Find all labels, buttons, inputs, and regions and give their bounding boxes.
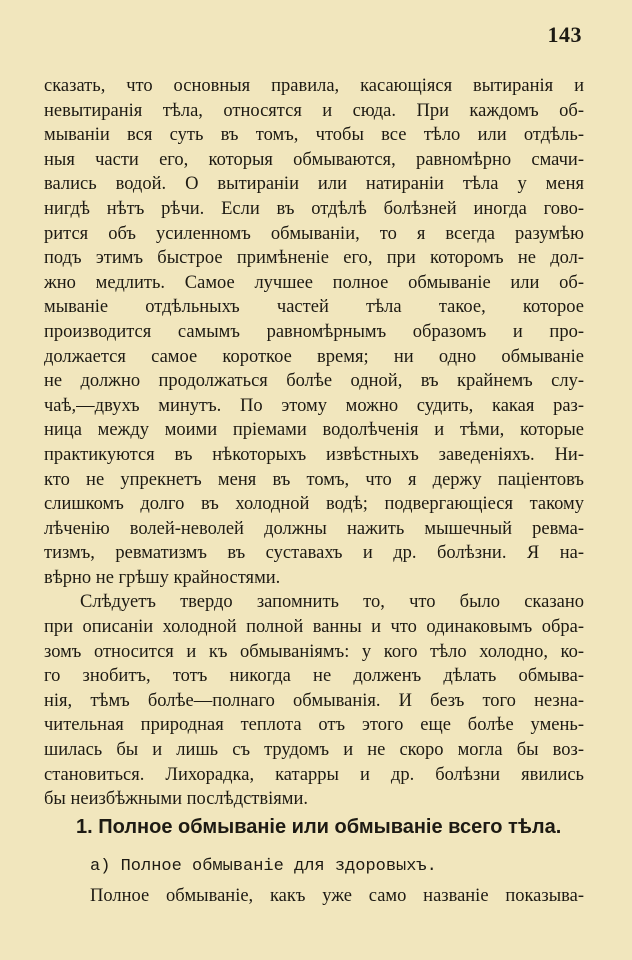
text-line: ныя части его, которыя обмываются, равномѣрно смачи- [44,149,584,170]
text-line: вѣрно не грѣшу крайностями. [44,567,281,588]
text-line: кто не упрекнетъ меня въ томъ, что я держу паціентовъ [44,469,584,490]
text-line: ница между моими пріемами водолѣченія и тѣми, которые [44,420,584,441]
text-line: бы неизбѣжными послѣдствіями. [44,789,309,810]
text-line: практикуются въ нѣкоторыхъ извѣстныхъ заведеніяхъ. Ни- [44,444,584,465]
text-line: мываніи вся суть въ томъ, чтобы все тѣло или отдѣль- [44,125,584,146]
text-line: сказать, что основныя правила, касающіяся вытиранія и [44,76,584,96]
text-line: слишкомъ долго въ холодной водѣ; подвергающіеся такому [44,494,584,515]
section-heading: 1. Полное обмываніе или обмываніе всего тѣла. [76,816,562,838]
text-line: подъ этимъ быстрое примѣненіе его, при которомъ не дол- [44,248,584,269]
text-line: нія, тѣмъ болѣе—полнаго обмыванія. И безъ того незна- [44,690,584,711]
text-line: тизмъ, ревматизмъ въ суставахъ и др. болѣзни. Я на- [44,543,584,564]
text-line: зомъ относится и къ обмываніямъ: у кого тѣло холодно, ко- [44,641,584,662]
text-line: должается самое короткое время; ни одно обмываніе [44,346,584,367]
text-line: Полное обмываніе, какъ уже само названіе показыва- [90,886,584,906]
text-line: нигдѣ нѣтъ рѣчи. Если въ отдѣлѣ болѣзней иногда гово- [44,198,584,219]
subsection-heading: а) Полное обмываніе для здоровыхъ. [90,857,437,876]
text-line: шилась бы и лишь съ трудомъ и не скоро могла бы воз- [44,740,584,761]
text-line: рится объ усиленномъ обмываніи, то я всегда разумѣю [44,223,584,244]
text-line: при описаніи холодной полной ванны и что одинаковымъ обра- [44,617,584,638]
page-number: 143 [547,22,582,47]
text-line: лѣченію волей-неволей должны нажить мышечный ревма- [44,518,584,539]
text-line: Слѣдуетъ твердо запомнить то, что было сказано [80,592,584,613]
text-line: чаѣ,—двухъ минутъ. По этому можно судить, какая раз- [44,395,584,416]
text-line: го знобитъ, тотъ никогда не долженъ дѣлать обмыва- [44,666,584,687]
body-text [44,74,584,812]
text-line: не должно продолжаться болѣе одной, въ крайнемъ слу- [44,371,584,392]
text-line: мываніе отдѣльныхъ частей тѣла такое, которое [44,297,584,318]
text-line: вались водой. О вытираніи или натираніи тѣла у меня [44,174,584,195]
text-line: чительная природная теплота отъ этого еще болѣе умень- [44,715,584,736]
text-line: невытиранія тѣла, относятся и сюда. При каждомъ об- [44,100,584,121]
text-line: производится самымъ равномѣрнымъ образомъ и про- [44,321,584,342]
text-line: жно медлить. Самое лучшее полное обмываніе или об- [44,272,584,293]
text-line: становиться. Лихорадка, катарры и др. болѣзни явились [44,764,584,785]
